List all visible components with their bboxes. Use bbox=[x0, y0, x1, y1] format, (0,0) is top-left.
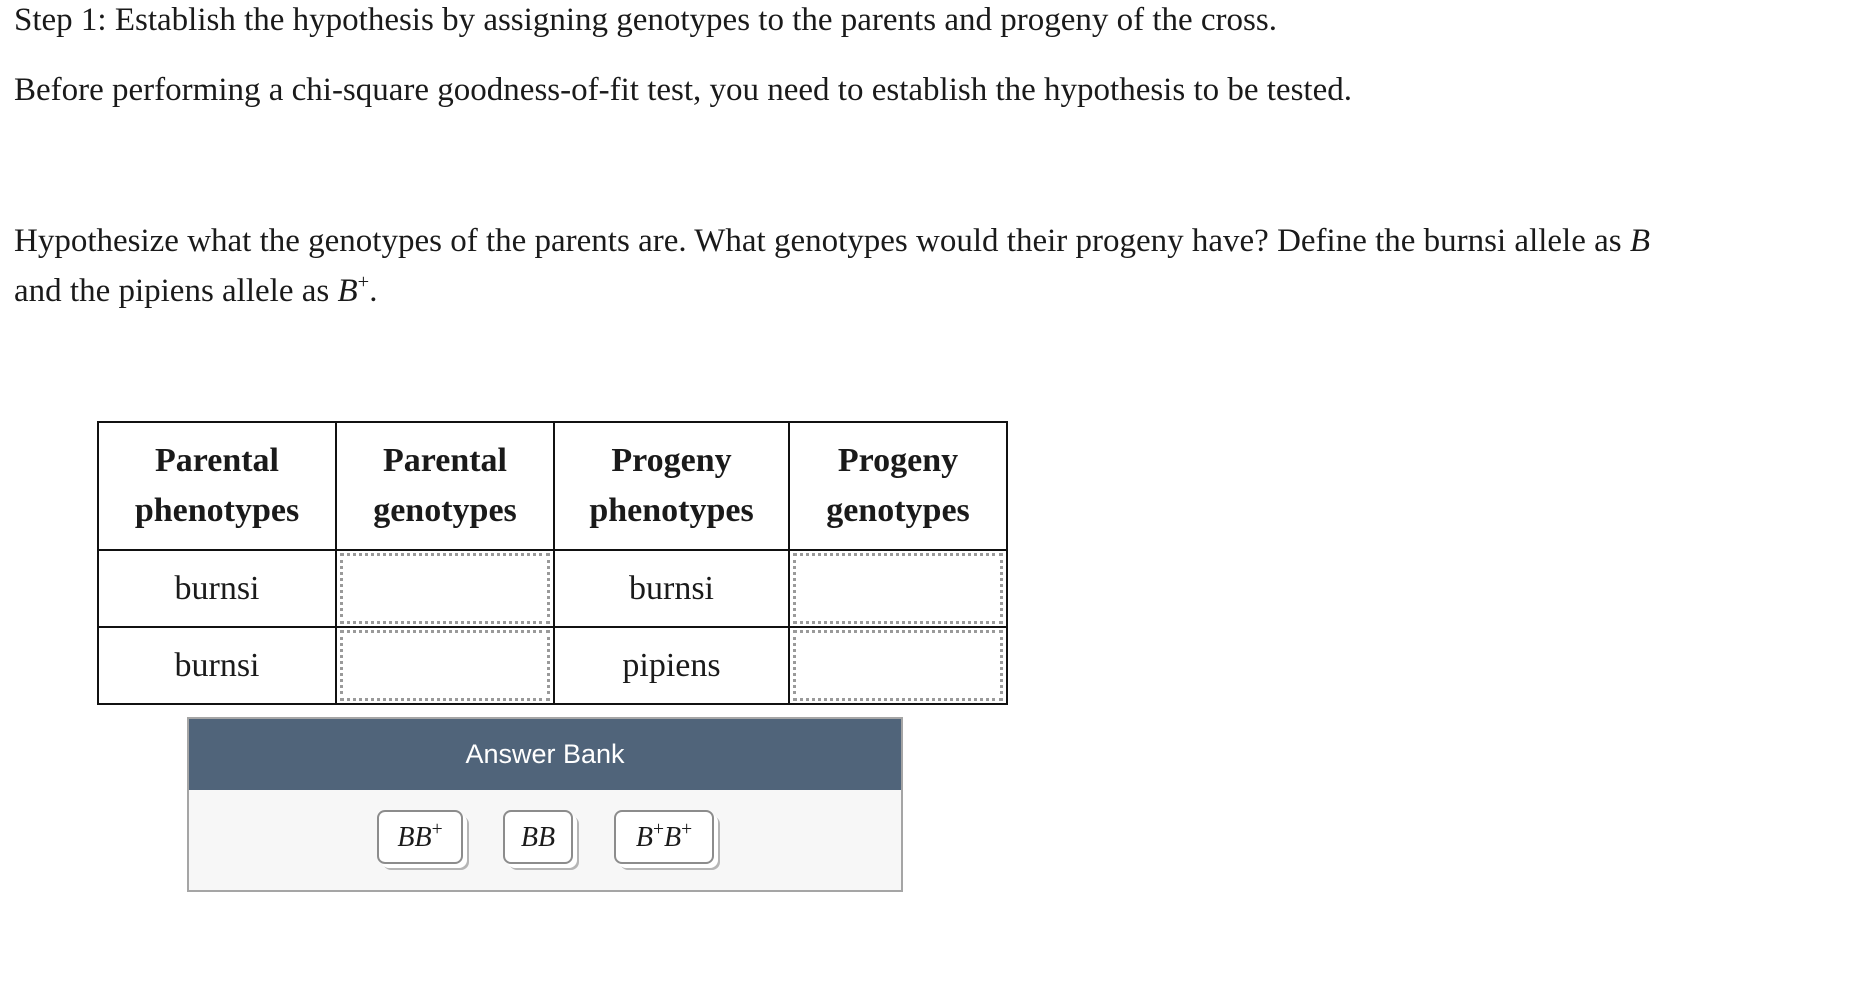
answer-chip-BB[interactable] bbox=[503, 810, 573, 864]
progeny-phenotype-cell: pipiens bbox=[554, 627, 789, 704]
parental-genotype-cell bbox=[336, 550, 554, 627]
table-row bbox=[98, 550, 1007, 627]
drop-target-box[interactable] bbox=[340, 630, 550, 701]
prompt-line-2 bbox=[14, 271, 377, 311]
answer-chip-BB-plus[interactable] bbox=[377, 810, 463, 864]
drop-target-box[interactable] bbox=[793, 630, 1003, 701]
prompt-line-1 bbox=[14, 221, 1650, 261]
prompt-line-2-end: . bbox=[369, 273, 378, 309]
progeny-genotype-drop-zone[interactable] bbox=[790, 628, 1006, 703]
parental-genotype-cell bbox=[336, 627, 554, 704]
parental-phenotype-cell: burnsi bbox=[98, 550, 336, 627]
parental-genotype-drop-zone[interactable] bbox=[337, 551, 553, 626]
header-progeny-genotypes-line2: genotypes bbox=[826, 492, 970, 529]
chip-label: BB bbox=[397, 822, 432, 853]
chip-sup1: + bbox=[652, 818, 664, 840]
header-parental-genotypes bbox=[336, 422, 554, 550]
intro-text: Before performing a chi-square goodness-of-fit test, you need to establish the hypothesis to be tested. bbox=[14, 72, 1352, 108]
chip-label-part2: B bbox=[664, 822, 682, 853]
drop-target-box[interactable] bbox=[340, 553, 550, 624]
header-progeny-genotypes-line1: Progeny bbox=[837, 442, 959, 479]
chip-sup: + bbox=[431, 818, 443, 840]
progeny-genotype-cell bbox=[789, 627, 1007, 704]
answer-bank bbox=[187, 717, 903, 892]
header-progeny-phenotypes-line1: Progeny bbox=[611, 442, 732, 479]
prompt-line-2-text: and the pipiens allele as bbox=[14, 273, 338, 309]
chip-sup2: + bbox=[681, 818, 693, 840]
answer-chip-Bplus-Bplus[interactable] bbox=[614, 810, 714, 864]
header-progeny-phenotypes bbox=[554, 422, 789, 550]
header-progeny-phenotypes-line2: phenotypes bbox=[589, 492, 754, 529]
header-progeny-genotypes bbox=[789, 422, 1007, 550]
header-parental-genotypes-line1: Parental bbox=[382, 442, 507, 479]
parental-genotype-drop-zone[interactable] bbox=[337, 628, 553, 703]
table-row bbox=[98, 627, 1007, 704]
progeny-genotype-cell bbox=[789, 550, 1007, 627]
prompt-line-1-text: Hypothesize what the genotypes of the parents are. What genotypes would their progeny have? Define the burnsi allele as bbox=[14, 223, 1630, 259]
answer-bank-body bbox=[189, 790, 901, 890]
genotype-table bbox=[97, 421, 1008, 705]
progeny-phenotype-cell: burnsi bbox=[554, 550, 789, 627]
step-heading: Step 1: Establish the hypothesis by assigning genotypes to the parents and progeny of the cross. bbox=[14, 2, 1277, 38]
progeny-genotype-drop-zone[interactable] bbox=[790, 551, 1006, 626]
table-header-row bbox=[98, 422, 1007, 550]
answer-bank-title: Answer Bank bbox=[189, 719, 901, 790]
header-parental-genotypes-line2: genotypes bbox=[373, 492, 517, 529]
pipiens-allele-sup: + bbox=[357, 270, 370, 293]
header-parental-phenotypes-line1: Parental bbox=[154, 442, 279, 479]
parental-phenotype-cell: burnsi bbox=[98, 627, 336, 704]
drop-target-box[interactable] bbox=[793, 553, 1003, 624]
header-parental-phenotypes bbox=[98, 422, 336, 550]
burnsi-allele-symbol: B bbox=[1629, 223, 1651, 259]
header-parental-phenotypes-line2: phenotypes bbox=[134, 492, 300, 529]
pipiens-allele-symbol: B bbox=[337, 273, 358, 309]
chip-label: BB bbox=[520, 822, 556, 853]
chip-label-part1: B bbox=[635, 822, 653, 853]
